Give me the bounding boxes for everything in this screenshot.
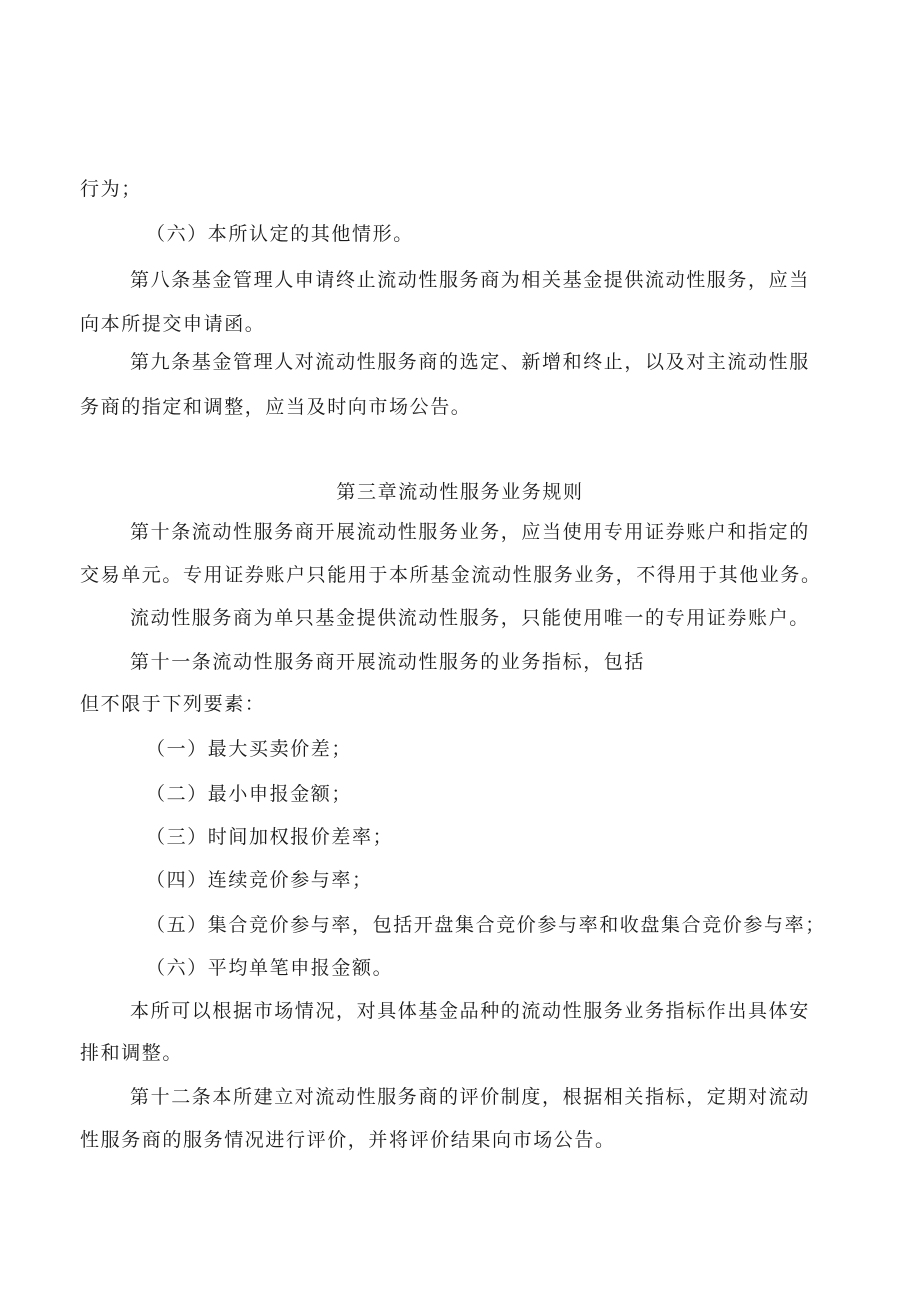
text-line: 务商的指定和调整，应当及时向市场公告。 bbox=[80, 396, 472, 418]
text-line: 性服务商的服务情况进行评价，并将评价结果向市场公告。 bbox=[80, 1129, 616, 1151]
text-line: 但不限于下列要素： bbox=[80, 693, 266, 715]
list-item: （一）最大买卖价差； bbox=[146, 738, 353, 760]
list-item: （四）连续竞价参与率； bbox=[146, 869, 373, 891]
article-11: 第十一条流动性服务商开展流动性服务的业务指标，包括 bbox=[130, 651, 646, 673]
list-item: （六）本所认定的其他情形。 bbox=[146, 223, 414, 245]
text-line: 行为； bbox=[80, 178, 142, 200]
article-10: 第十条流动性服务商开展流动性服务业务，应当使用专用证券账户和指定的 bbox=[130, 521, 810, 543]
list-item: （三）时间加权报价差率； bbox=[146, 826, 394, 848]
paragraph: 流动性服务商为单只基金提供流动性服务，只能使用唯一的专用证券账户。 bbox=[130, 607, 810, 629]
list-item: （六）平均单笔申报金额。 bbox=[146, 957, 394, 979]
article-9: 第九条基金管理人对流动性服务商的选定、新增和终止，以及对主流动性服 bbox=[130, 351, 810, 373]
text-line: 排和调整。 bbox=[80, 1042, 184, 1064]
paragraph: 本所可以根据市场情况，对具体基金品种的流动性服务业务指标作出具体安 bbox=[130, 1000, 810, 1022]
chapter-title: 第三章流动性服务业务规则 bbox=[336, 481, 584, 503]
text-line: 交易单元。专用证券账户只能用于本所基金流动性服务业务，不得用于其他业务。 bbox=[80, 564, 822, 586]
list-item: （五）集合竞价参与率，包括开盘集合竞价参与率和收盘集合竞价参与率； bbox=[146, 914, 826, 936]
article-8: 第八条基金管理人申请终止流动性服务商为相关基金提供流动性服务，应当 bbox=[130, 269, 810, 291]
text-line: 向本所提交申请函。 bbox=[80, 313, 266, 335]
article-12: 第十二条本所建立对流动性服务商的评价制度，根据相关指标，定期对流动 bbox=[130, 1086, 810, 1108]
list-item: （二）最小申报金额； bbox=[146, 783, 353, 805]
